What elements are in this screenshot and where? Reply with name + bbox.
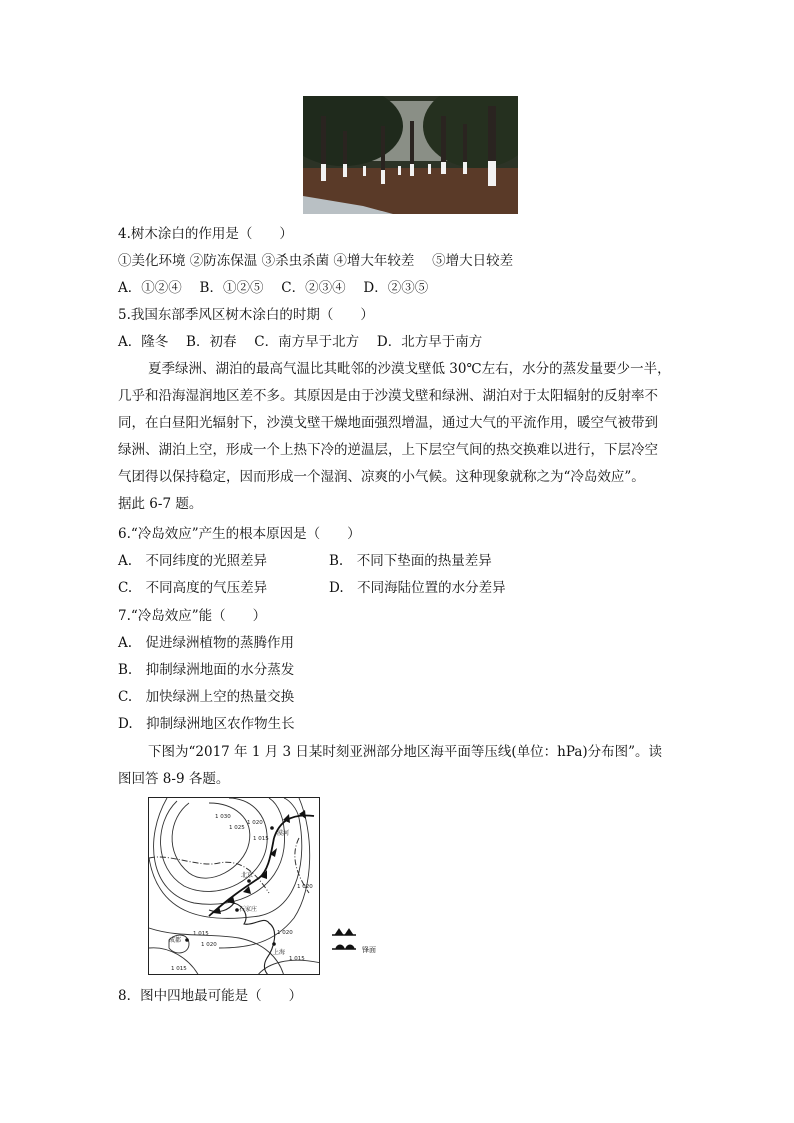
q5-stem: 5.我国东部季风区树木涂白的时期（ ） bbox=[118, 307, 374, 323]
city-dot bbox=[247, 879, 251, 883]
cold-front-icon bbox=[335, 929, 343, 935]
q4-stem: 4.树木涂白的作用是（ ） bbox=[118, 226, 293, 242]
passage-line: 几乎和沿海湿润地区差不多。其原因是由于沙漠戈壁和绿洲、湖泊对于太阳辐射的反射率不 bbox=[118, 388, 658, 404]
passage-line: 气团得以保持稳定，因而形成一个湿润、凉爽的小气候。这种现象就称之为“冷岛效应”。 bbox=[118, 469, 645, 485]
passage-line: 夏季绿洲、湖泊的最高气温比其毗邻的沙漠戈壁低 30℃左右，水分的蒸发量要少一半， bbox=[148, 361, 671, 377]
city-label-chengdu: 成都 bbox=[169, 937, 182, 944]
isobar-label: 1 015 bbox=[289, 956, 305, 962]
map-intro-line: 图回答 8-9 各题。 bbox=[118, 771, 230, 787]
map-intro-line: 下图为“2017 年 1 月 3 日某时刻亚洲部分地区海平面等压线(单位：hPa)分布图”。读 bbox=[148, 744, 663, 760]
city-label-beijing: 北京 bbox=[241, 872, 254, 879]
isobar-label: 1 020 bbox=[201, 942, 217, 948]
passage-line: 绿洲、湖泊上空，形成一个上热下冷的逆温层，上下层空气间的热交换难以进行，下层冷空 bbox=[118, 442, 658, 458]
whitewashed-trees-photo bbox=[303, 96, 518, 214]
q5-options: A．隆冬 B．初春 C．南方早于北方 D．北方早于南方 bbox=[118, 334, 483, 350]
isobar-label: 1 030 bbox=[215, 814, 231, 820]
city-label-shanghai: 上海 bbox=[273, 949, 286, 956]
city-label-shijiazhuang: 石家庄 bbox=[239, 906, 258, 913]
q7-option-b: B. 抑制绿洲地面的水分蒸发 bbox=[118, 662, 295, 678]
q7-option-d: D. 抑制绿洲地区农作物生长 bbox=[118, 716, 295, 732]
q7-option-a: A. 促进绿洲植物的蒸腾作用 bbox=[118, 635, 295, 651]
isobar-label: 1 025 bbox=[229, 825, 245, 831]
city-dot bbox=[272, 942, 276, 946]
isobar-label: 1 020 bbox=[247, 820, 263, 826]
q7-stem: 7.“冷岛效应”能（ ） bbox=[118, 608, 267, 624]
city-label-mohe: 漠河 bbox=[277, 830, 290, 837]
q6-option-c: C. 不同高度的气压差异 bbox=[118, 580, 268, 596]
q6-option-a: A. 不同纬度的光照差异 bbox=[118, 553, 268, 569]
isobar-label: 1 020 bbox=[297, 884, 313, 890]
q8-stem: 8．图中四地最可能是（ ） bbox=[118, 988, 303, 1004]
passage-line: 据此 6-7 题。 bbox=[118, 496, 203, 512]
city-dot bbox=[185, 938, 189, 942]
warm-front-icon bbox=[336, 945, 344, 949]
isobar-label: 1 015 bbox=[171, 966, 187, 972]
isobar-map bbox=[148, 797, 320, 975]
isobar-label: 1 015 bbox=[193, 931, 209, 937]
isobar-label: 1 020 bbox=[277, 930, 293, 936]
q4-items: ①美化环境 ②防冻保温 ③杀虫杀菌 ④增大年较差 ⑤增大日较差 bbox=[118, 253, 514, 269]
q6-option-d: D. 不同海陆位置的水分差异 bbox=[329, 580, 506, 596]
q4-options: A．①②④ B．①②⑤ C．②③④ D．②③⑤ bbox=[118, 280, 429, 296]
passage-line: 同，在白昼阳光辐射下，沙漠戈壁干燥地面强烈增温，通过大气的平流作用，暖空气被带到 bbox=[118, 415, 658, 431]
map-legend bbox=[330, 927, 390, 961]
q6-option-b: B. 不同下垫面的热量差异 bbox=[329, 553, 492, 569]
q7-option-c: C. 加快绿洲上空的热量交换 bbox=[118, 689, 295, 705]
legend-label: 锋面 bbox=[362, 946, 376, 954]
q6-stem: 6.“冷岛效应”产生的根本原因是（ ） bbox=[118, 526, 361, 542]
isobar-label: 1 015 bbox=[253, 836, 269, 842]
city-dot bbox=[270, 826, 274, 830]
